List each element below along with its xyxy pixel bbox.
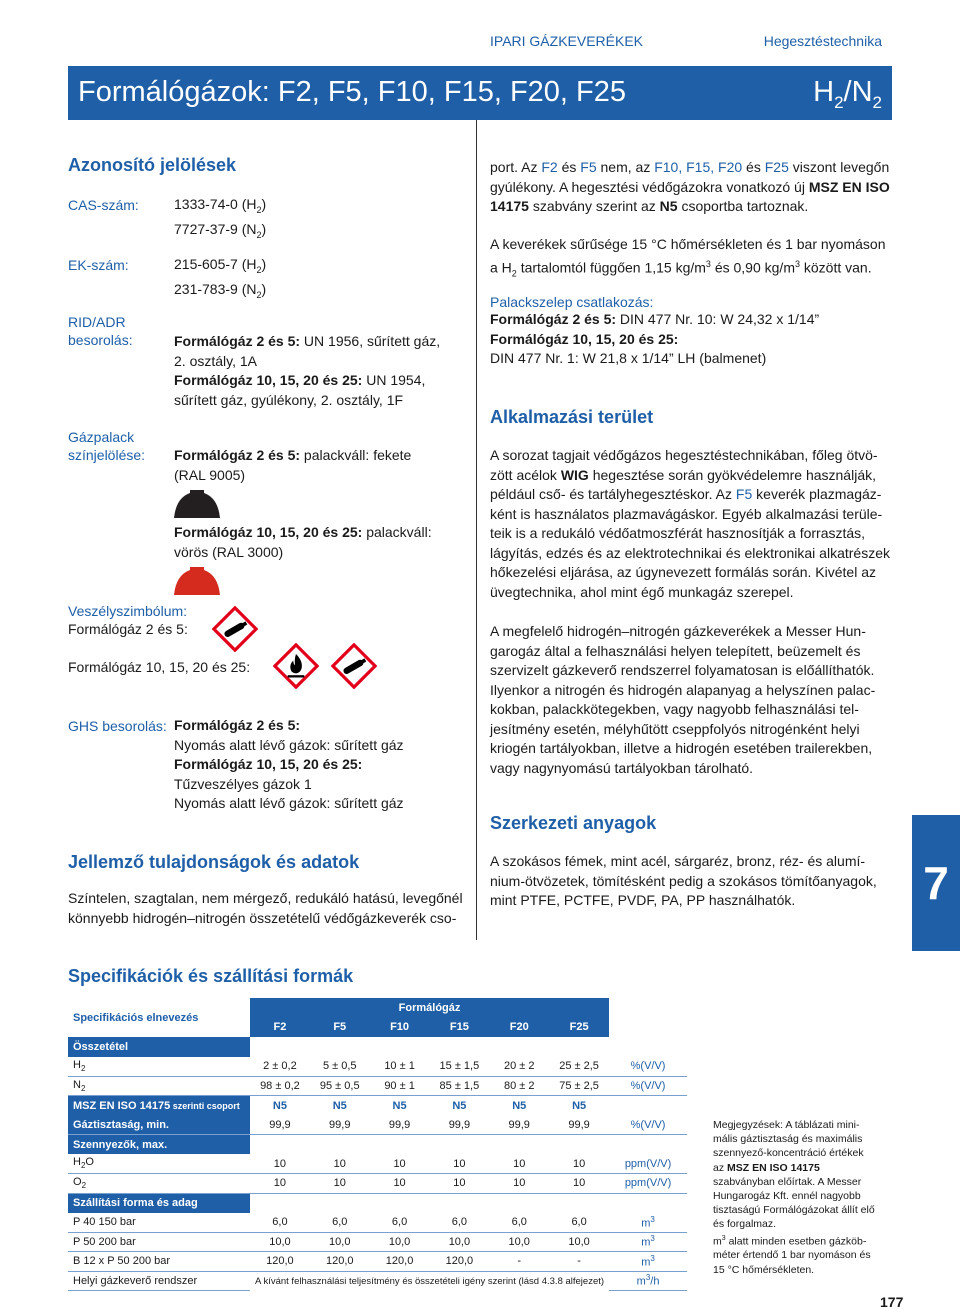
- ek-values: 215-605-7 $(H_2)$ 231-783-9 $(N_2)$: [174, 256, 267, 301]
- color-label: Gázpalack színjelölése:: [68, 429, 146, 463]
- cas-values: 1333-74-0 $(H_2)$ 7727-37-9 $(N_2)$: [174, 196, 267, 241]
- application-text: A sorozat tagjait védőgázos hegesztéstechnikában, főleg ötvö- zött acélok WIG hegesztése során gyökvédelemre használják, például cső- és tartályhegesztéskor. Az F5 keverék plazmagáz- ként is használatos plazmavágáskor. Egyéb alkalmazási terüle- teik is a redukáló védőatmoszférát hasznosítják a forrasztás, lágyítás, edzés és az elektrotechnikai és elektronikai alkatrészek hőkezelési eljárása, az úgynevezett formálás során. Kivétel az üvegtechnika, ahol mint égő munkagáz szerepel.: [490, 447, 890, 600]
- table-row: $H_2$ 2 ± 0,2 5 ± 0,5 10 ± 1 15 ± 1,5 20 ± 2 25 ± 2,5 %(V/V): [68, 1057, 687, 1077]
- props-heading: Jellemző tulajdonságok és adatok: [68, 852, 360, 872]
- table-row: MSZ EN ISO 14175 szerinti csoport N5 N5 N5 N5 N5 N5: [68, 1096, 687, 1116]
- density-text: A keverékek sűrűsége 15 °C hőmérsékleten és 1 bar nyomáson a $H_2$ tartalomtól függően 1,15 $kg/m^3$ és 0,90 $kg/m^3$ között van.: [490, 236, 886, 278]
- hazard-label: Veszélyszimbólum:: [68, 603, 188, 619]
- valve-text: Formálógáz 2 és 5: DIN 477 Nr. 10: W 24,32 x 1/14” Formálógáz 10, 15, 20 és 25: DIN 477 Nr. 1: W 21,8 x 1/14” LH (balmenet): [490, 311, 820, 366]
- chapter-tab: 7: [912, 815, 960, 951]
- valve-label: Palackszelep csatlakozás:: [490, 294, 654, 310]
- cas-label: CAS-szám:: [68, 197, 139, 213]
- spec-heading: Specifikációk és szállítási formák: [68, 966, 354, 986]
- color-a: Formálógáz 2 és 5: palackváll: fekete (RAL 9005): [174, 447, 412, 483]
- table-row: P 40 150 bar 6,0 6,0 6,0 6,0 6,0 6,0 $m^3$: [68, 1213, 687, 1233]
- title-banner: [68, 66, 892, 120]
- props-text: Színtelen, szagtalan, nem mérgező, redukáló hatású, levegőnél könnyebb hidrogén–nitrogén összetételű védőgázkeverék cso-: [68, 890, 463, 926]
- ident-heading: Azonosító jelölések: [68, 155, 237, 175]
- ghs-values: Formálógáz 2 és 5: Nyomás alatt lévő gázok: sűrített gáz Formálógáz 10, 15, 20 és 25: Tűzveszélyes gázok 1 Nyomás alatt lévő gázok: sűrített gáz: [174, 717, 404, 811]
- spec-table: [68, 998, 687, 1291]
- table-row: Szállítási forma és adag: [68, 1193, 687, 1213]
- props-text-continued: port. Az F2 és F5 nem, az F10, F15, F20 és F25 viszont levegőn gyúlékony. A hegesztési védőgázokra vonatkozó új MSZ EN ISO 14175 szabvány szerint az N5 csoportba tartoznak.: [490, 159, 890, 214]
- spec-name-header: Specifikációs elnevezés: [73, 1011, 199, 1024]
- table-row: P 50 200 bar 10,0 10,0 10,0 10,0 10,0 10,0 $m^3$: [68, 1232, 687, 1252]
- page-number: 177: [880, 1294, 904, 1310]
- gas-cylinder-ghs-icon: [331, 643, 377, 689]
- table-row: $N_2$ 98 ± 0,2 95 ± 0,5 90 ± 1 85 ± 1,5 80 ± 2 75 ± 2,5 %(V/V): [68, 1076, 687, 1096]
- ghs-label: GHS besorolás:: [68, 718, 167, 734]
- application-heading: Alkalmazási terület: [490, 407, 654, 427]
- table-notes: Megjegyzések: A táblázati mini- mális gáztisztaság és maximális szennyező-koncentráció értékek az MSZ EN ISO 14175 szabványban előírtak. A Messer Hungarogáz Kft. ennél nagyobb tisztaságú Formálógázokat állít elő és forgalmaz. $m^3$ alatt minden esetben gázköb- méter értendő 1 bar nyomáson és 15 °C hőmérsékleten.: [713, 1119, 875, 1276]
- section-label: Hegesztéstechnika: [763, 33, 882, 49]
- table-row: Összetétel: [68, 1037, 687, 1057]
- table-row: B 12 x P 50 200 bar 120,0 120,0 120,0 120,0 - - $m^3$: [68, 1252, 687, 1272]
- group-header: Formálógáz: [250, 998, 609, 1018]
- hazard-a: Formálógáz 2 és 5:: [68, 621, 188, 637]
- color-b: Formálógáz 10, 15, 20 és 25: palackváll: vörös (RAL 3000): [174, 524, 432, 560]
- rid-label: RID/ADR besorolás:: [68, 314, 133, 348]
- column-header-row: F2 F5 F10 F15 F20 F25: [68, 1018, 687, 1038]
- ek-label: EK-szám:: [68, 257, 129, 273]
- table-row: Szennyezők, max.: [68, 1135, 687, 1155]
- materials-heading: Szerkezeti anyagok: [490, 813, 657, 833]
- hazard-b: Formálógáz 10, 15, 20 és 25:: [68, 659, 251, 675]
- table-row: Gáztisztaság, min. 99,9 99,9 99,9 99,9 99,9 99,9 %(V/V): [68, 1115, 687, 1135]
- table-row: Helyi gázkeverő rendszer A kívánt felhasználási teljesítmény és összetételi igény szerint (lásd 4.3.8 alfejezet) $m^3/h$: [68, 1271, 687, 1291]
- gas-cylinder-ghs-icon: [212, 606, 258, 652]
- table-row: $H_2O$ 10 10 10 10 10 10 ppm(V/V): [68, 1154, 687, 1174]
- table-row: $O_2$ 10 10 10 10 10 10 ppm(V/V): [68, 1174, 687, 1194]
- rid-values: Formálógáz 2 és 5: UN 1956, sűrített gáz, 2. osztály, 1A Formálógáz 10, 15, 20 és 25: UN 1954, sűrített gáz, gyúlékony, 2. osztály, 1F: [174, 333, 441, 408]
- black-cylinder-shoulder: [174, 488, 220, 518]
- table-header-row: [68, 998, 687, 1018]
- column-divider: [476, 120, 477, 940]
- flame-ghs-icon: [273, 643, 319, 689]
- mixer-text: A megfelelő hidrogén–nitrogén gázkeverékek a Messer Hun- garogáz által a felhasználási helyen telepített, beüzemelt és szervizelt gázkeverő rendszerrel folyamatosan is előállíthatók. Ilyenkor a nitrogén és hidrogén alapanyag a helyszínen palac- kokban, palackkötegekben, vagy nagyobb felhasználási tel- jesítmény esetén, mélyhűtött cseppfolyós nitrogénként helyi kriogén tartályokban, illetve a hidrogén esetében trailerekben, vagy nagynyomású tartályokban tárolható.: [490, 623, 876, 776]
- red-cylinder-shoulder: [174, 565, 220, 595]
- category-label: IPARI GÁZKEVERÉKEK: [490, 33, 644, 49]
- formula: $H_2/N_2$: [813, 76, 882, 112]
- page-title: Formálógázok: F2, F5, F10, F15, F20, F25: [78, 76, 626, 108]
- materials-text: A szokásos fémek, mint acél, sárgaréz, bronz, réz- és alumí- nium-ötvözetek, tömítésként pedig a szokásos tömítőanyagok, mint PTFE, PCTFE, PVDF, PA, PP használhatók.: [490, 853, 877, 908]
